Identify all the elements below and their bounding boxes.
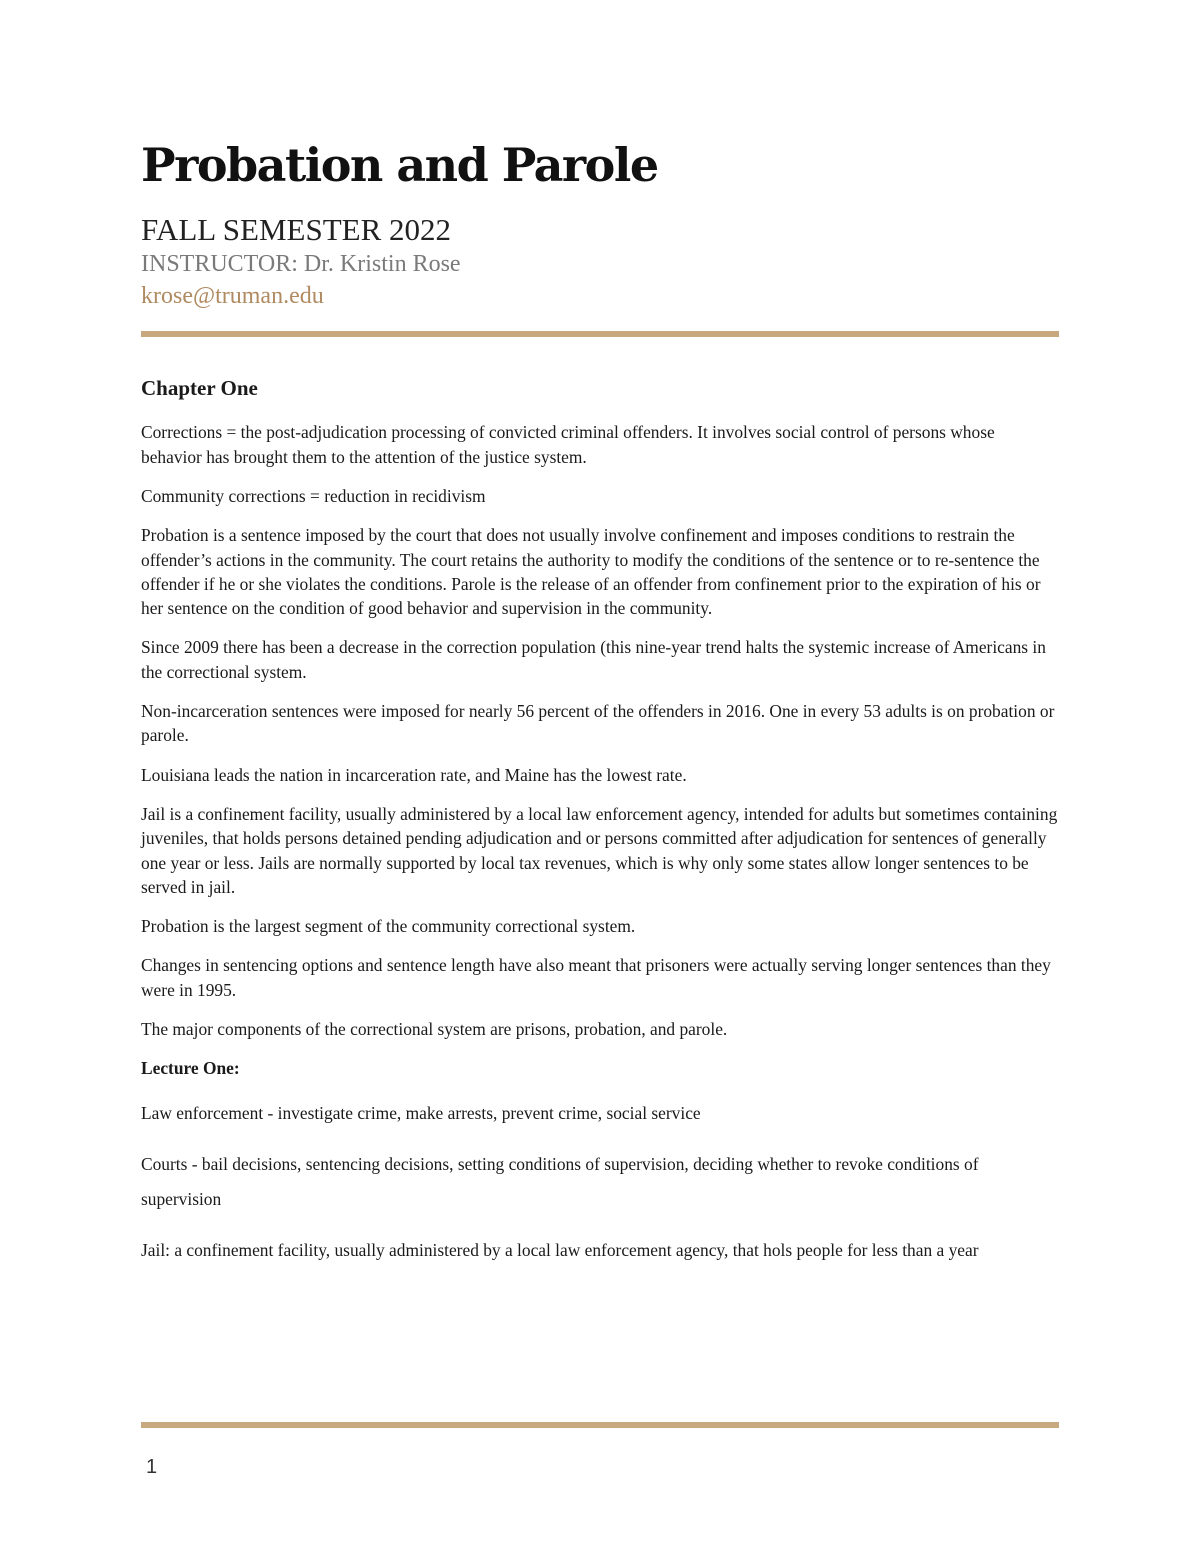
document-body xyxy=(141,374,1059,1283)
paragraph: Probation is the largest segment of the community correctional system. xyxy=(141,916,636,937)
paragraph: Community corrections = reduction in recidivism xyxy=(141,485,486,506)
footer-divider xyxy=(141,1422,1059,1428)
document-title: Probation and Parole xyxy=(141,138,658,192)
page-number: 1 xyxy=(146,1456,158,1478)
lecture-heading: Lecture One: xyxy=(141,1058,240,1079)
semester-label: FALL SEMESTER 2022 xyxy=(141,212,452,247)
instructor-label: INSTRUCTOR: Dr. Kristin Rose xyxy=(141,251,461,277)
lecture-paragraph: Courts - bail decisions, sentencing decisions, setting conditions of supervision, deciding whether to revoke conditions of supervision xyxy=(141,1153,979,1210)
chapter-heading: Chapter One xyxy=(141,376,258,400)
paragraph: The major components of the correctional system are prisons, probation, and parole. xyxy=(141,1018,728,1039)
paragraph: Changes in sentencing options and sentence length have also meant that prisoners were actually serving longer sentences than they were in 1995. xyxy=(141,955,1051,1000)
lecture-paragraph: Jail: a confinement facility, usually administered by a local law enforcement agency, that hols people for less than a year xyxy=(141,1239,979,1260)
paragraph: Louisiana leads the nation in incarceration rate, and Maine has the lowest rate. xyxy=(141,764,687,785)
paragraph: Corrections = the post-adjudication processing of convicted criminal offenders. It involves social control of persons whose behavior has brought them to the attention of the justice system. xyxy=(141,422,995,467)
header-divider xyxy=(141,331,1059,337)
instructor-email: krose@truman.edu xyxy=(141,283,324,309)
paragraph: Non-incarceration sentences were imposed for nearly 56 percent of the offenders in 2016. One in every 53 adults is on probation or parole. xyxy=(141,701,1055,746)
lecture-paragraph: Law enforcement - investigate crime, make arrests, prevent crime, social service xyxy=(141,1103,701,1124)
paragraph: Probation is a sentence imposed by the court that does not usually involve confinement and imposes conditions to restrain the offender’s actions in the community. The court retains the authority to modify the conditions of the sentence or to re-sentence the offender if he or she violates the conditions. Parole is the release of an offender from confinement prior to the expiration of his or her sentence on the condition of good behavior and supervision in the community. xyxy=(141,525,1041,619)
paragraph: Jail is a confinement facility, usually administered by a local law enforcement agency, intended for adults but sometimes containing juveniles, that holds persons detained pending adjudication and or persons committed after adjudication for sentences of generally one year or less. Jails are normally supported by local tax revenues, which is why only some states allow longer sentences to be served in jail. xyxy=(141,803,1058,897)
paragraph: Since 2009 there has been a decrease in the correction population (this nine-year trend halts the systemic increase of Americans in the correctional system. xyxy=(141,637,1046,682)
